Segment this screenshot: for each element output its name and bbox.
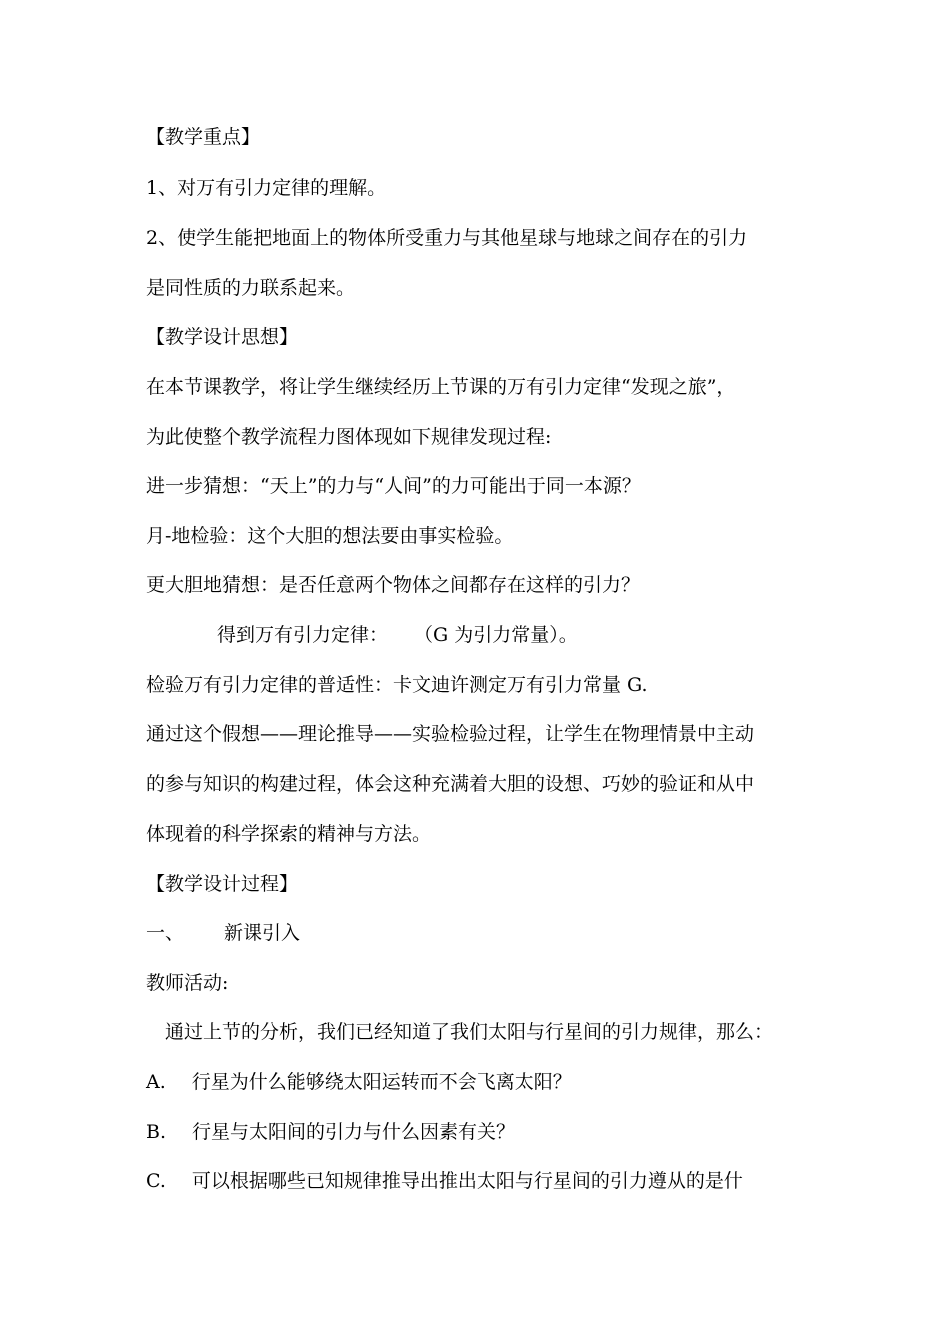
design-idea-para2-line1: 通过这个假想——理论推导——实验检验过程，让学生在物理情景中主动 bbox=[146, 723, 755, 745]
design-process-heading: 【教学设计过程】 bbox=[146, 873, 299, 895]
design-idea-para2-line3: 体现着的科学探索的精神与方法。 bbox=[146, 823, 432, 845]
question-a bbox=[146, 1070, 572, 1094]
teacher-activity-label: 教师活动: bbox=[146, 972, 229, 994]
part-1-number: 一、 bbox=[146, 922, 185, 944]
question-c-label: C. bbox=[146, 1170, 166, 1192]
discovery-step-4-note: （G 为引力常量）。 bbox=[414, 624, 578, 646]
design-idea-para1-line2: 为此使整个教学流程力图体现如下规律发现过程: bbox=[146, 426, 552, 448]
key-point-2-line-2: 是同性质的力联系起来。 bbox=[146, 277, 356, 299]
part-1-title: 新课引入 bbox=[224, 922, 301, 944]
discovery-step-2: 月-地检验：这个大胆的想法要由事实检验。 bbox=[146, 525, 514, 547]
key-point-1: 1、对万有引力定律的理解。 bbox=[146, 177, 387, 199]
question-a-label: A. bbox=[146, 1071, 166, 1093]
design-idea-heading: 【教学设计思想】 bbox=[146, 326, 299, 348]
part-1-heading bbox=[146, 921, 300, 945]
question-c bbox=[146, 1169, 743, 1193]
discovery-step-3: 更大胆地猜想：是否任意两个物体之间都存在这样的引力？ bbox=[146, 574, 641, 596]
discovery-step-5: 检验万有引力定律的普适性：卡文迪许测定万有引力常量 G. bbox=[146, 674, 648, 696]
design-idea-para2-line2: 的参与知识的构建过程，体会这种充满着大胆的设想、巧妙的验证和从中 bbox=[146, 773, 755, 795]
question-b-text: 行星与太阳间的引力与什么因素有关？ bbox=[192, 1121, 516, 1143]
key-point-2-line-1: 2、使学生能把地面上的物体所受重力与其他星球与地球之间存在的引力 bbox=[146, 227, 748, 249]
discovery-step-4 bbox=[217, 623, 578, 647]
design-idea-para1-line1: 在本节课教学，将让学生继续经历上节课的万有引力定律“发现之旅”， bbox=[146, 376, 736, 398]
discovery-step-1: 进一步猜想：“天上”的力与“人间”的力可能出于同一本源？ bbox=[146, 475, 641, 497]
intro-paragraph: 通过上节的分析，我们已经知道了我们太阳与行星间的引力规律，那么： bbox=[165, 1021, 774, 1043]
question-b bbox=[146, 1120, 515, 1144]
discovery-step-4-text: 得到万有引力定律： bbox=[217, 624, 389, 646]
question-b-label: B. bbox=[146, 1121, 167, 1143]
question-a-text: 行星为什么能够绕太阳运转而不会飞离太阳？ bbox=[191, 1071, 572, 1093]
key-points-heading: 【教学重点】 bbox=[146, 126, 261, 148]
question-c-text: 可以根据哪些已知规律推导出推出太阳与行星间的引力遵从的是什 bbox=[191, 1170, 743, 1192]
